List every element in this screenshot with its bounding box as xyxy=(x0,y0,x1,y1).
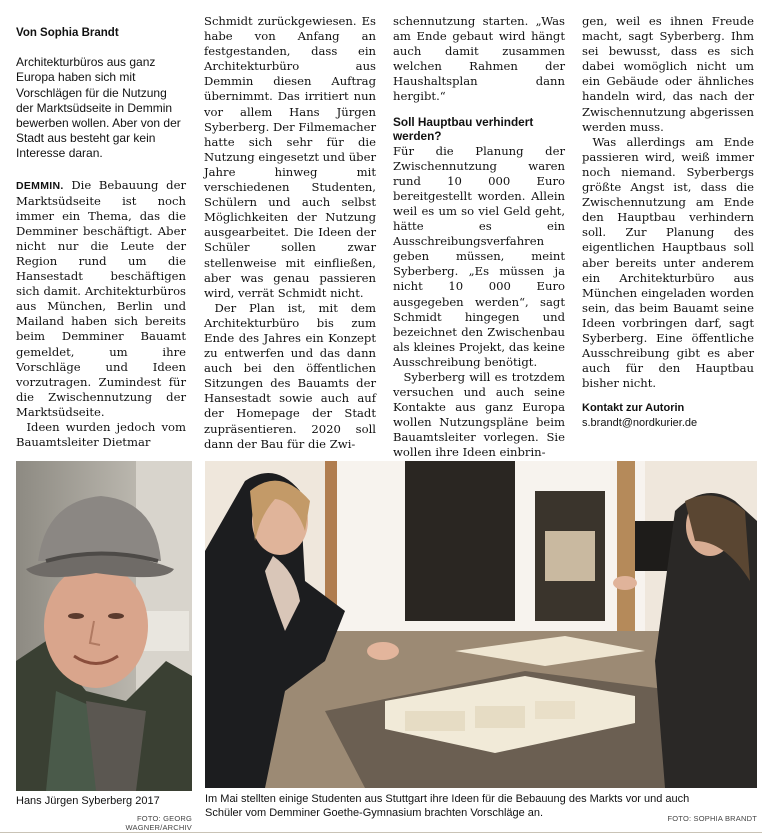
bottom-rule xyxy=(0,832,762,833)
paragraph: Der Plan ist, mit dem Architekturbüro bis zum Ende des Jahres ein Konzept zu entwerfen und das dann auch bei den öffentlichen Sitzungen des Bauamts der Hansestadt sowie auch auf der Homepage der Stadt zupräsentieren. 2020 soll dann der Bau für die Zwi- xyxy=(204,300,376,451)
dateline: DEMMIN. xyxy=(16,179,64,192)
portrait-caption: Hans Jürgen Syberberg 2017 xyxy=(16,795,160,807)
contact-email: s.brandt@nordkurier.de xyxy=(582,417,698,430)
paragraph-text: Die Bebauung der Marktsüdseite ist noch immer ein Thema, das die Demminer beschäftigt. Aber nicht nur die Leute der Region rund um die Hansestadt beschäftigen sich damit. Architekturbüros aus München, Berlin und Mailand haben sich bereits beim Demminer Bauamt gemeldet, um ihre Vorschläge und Ideen vorzutragen. Zumindest für die Zwischennutzung der Marktsüdseite. xyxy=(16,177,186,419)
paragraph: Schmidt zurückgewiesen. Es habe von Anfang an festgestanden, dass ein Architekturbüro aus Demmin diesen Auftrag übernimmt. Das irritiert nun vor allem Hans Jürgen Syberberg. Der Filmemacher hatte sich sehr für die Nutzung eingesetzt und über Jahre hinweg mit verschiedenen Studenten, Schülern und auch selbst Möglichkeiten der Nutzung ausgearbeitet. Die Ideen der Schüler sollen zwar stellenweise mit einfließen, aber was genau passieren wird, verrät Schmidt nicht. xyxy=(204,14,376,300)
column-2 xyxy=(204,14,376,452)
workshop-photo xyxy=(205,461,757,788)
column-3 xyxy=(393,14,565,461)
contact-heading: Kontakt zur Autorin xyxy=(582,402,685,415)
workshop-credit: FOTO: SOPHIA BRANDT xyxy=(667,814,757,823)
workshop-illustration xyxy=(205,461,757,788)
paragraph: Syberberg will es trotzdem versuchen und auch seine Kontakte aus ganz Europa wollen Nutzungspläne beim Bauamtsleiter vorlegen. Sie wollen ihre Ideen einbrin- xyxy=(393,369,565,460)
paragraph xyxy=(16,178,186,421)
portrait-credit: FOTO: GEORG WAGNER/ARCHIV xyxy=(125,814,192,832)
byline: Von Sophia Brandt xyxy=(16,27,119,39)
intro-text: Architekturbüros aus ganz Europa haben sich mit Vorschlägen für die Nutzung der Marktsüdseite in Demmin bewerben wollen. Aber von der Stadt aus besteht gar kein Interesse daran. xyxy=(16,55,181,161)
paragraph: gen, weil es ihnen Freude macht, sagt Syberberg. Ihm sei bewusst, dass es sich dabei womöglich nicht um ein Gebäude oder ähnliches handeln wird, das nach der Zwischennutzung abgerissen werden muss. xyxy=(582,14,754,134)
paragraph: Was allerdings am Ende passieren wird, weiß immer noch niemand. Syberbergs größte Angst ist, dass die Zwischennutzung am Ende den Hauptbau verhindern soll. Zur Planung des eigentlichen Hauptbaus soll aber bereits unter anderem ein Architekturbüro aus München eingeladen worden sein, das beim Bauamt seine Ideen vorbringen darf, sagt Syberberg. Eine öffentliche Ausschreibung gibt es aber auch für den Hauptbau bisher nicht. xyxy=(582,134,754,391)
subheading: Soll Hauptbau verhindert werden? xyxy=(393,114,534,144)
portrait-illustration xyxy=(16,461,192,791)
column-1 xyxy=(16,26,186,450)
workshop-caption: Im Mai stellten einige Studenten aus Stuttgart ihre Ideen für die Bebauung des Markts vor und auch Schüler vom Demminer Goethe-Gymnasium brachten Vorschläge an. xyxy=(205,793,690,819)
column-4 xyxy=(582,14,754,432)
paragraph: schennutzung starten. „Was am Ende gebaut wird hängt auch damit zusammen welchen Rahmen der Haushaltsplan dann hergibt.“ xyxy=(393,14,565,104)
paragraph: Ideen wurden jedoch vom Bauamtsleiter Dietmar xyxy=(16,420,186,450)
portrait-photo xyxy=(16,461,192,791)
paragraph: Für die Planung der Zwischennutzung waren rund 10 000 Euro bereitgestellt worden. Allein weil es um so viel Geld geht, hätte es ein Ausschreibungsverfahren geben müssen, meint Syberberg. „Es müssen ja nicht 10 000 Euro ausgegeben werden“, sagt Schmidt hingegen und bezeichnet den Zwischenbau als kleines Projekt, das keine Ausschreibung benötigt. xyxy=(393,143,565,369)
